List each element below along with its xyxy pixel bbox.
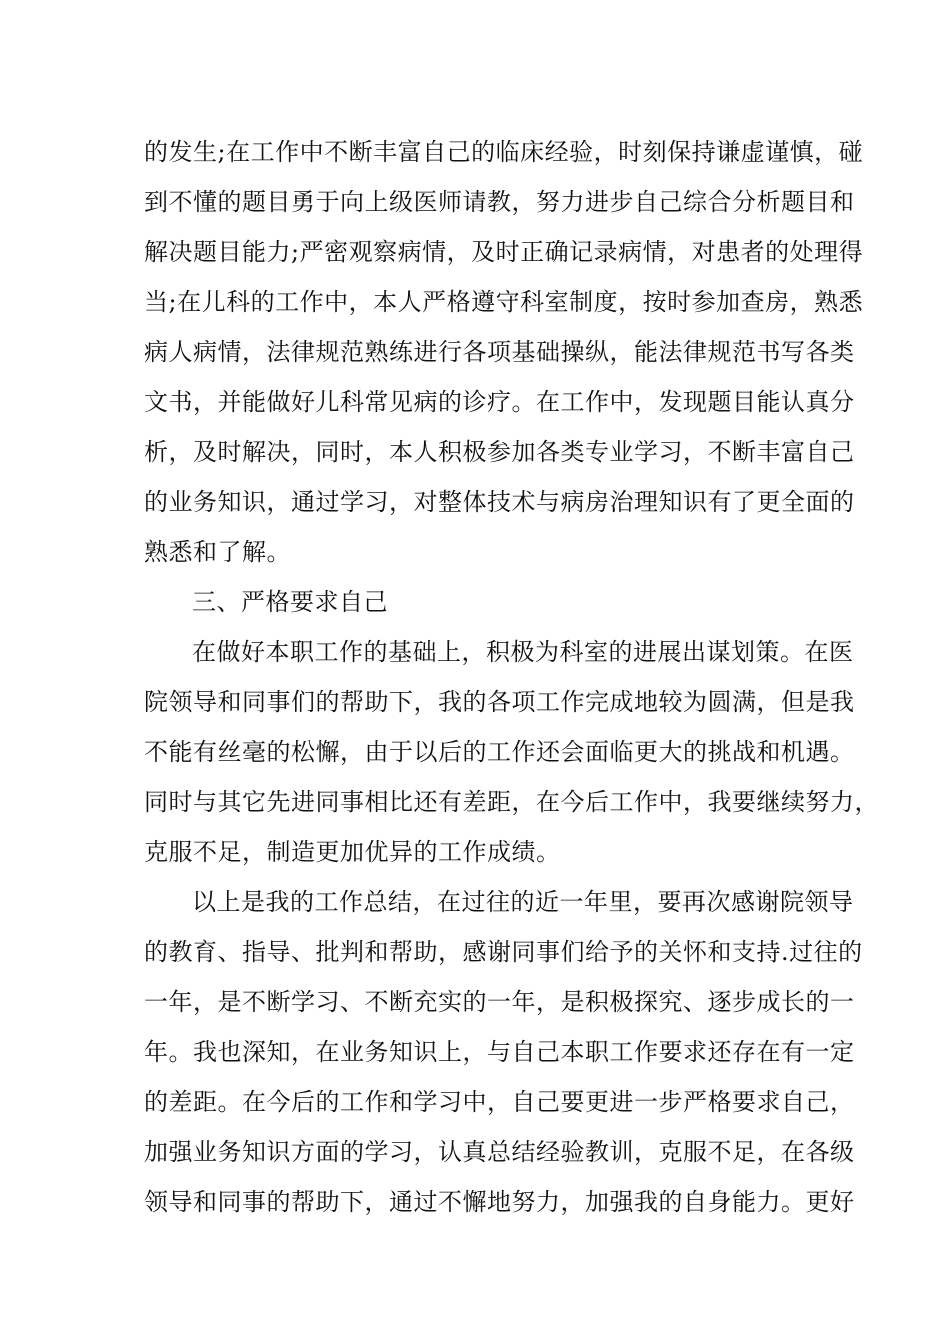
text-line: 析，及时解决，同时，本人积极参加各类专业学习，不断丰富自己 [144, 438, 855, 466]
text-line: 加强业务知识方面的学习，认真总结经验教训，克服不足，在各级 [144, 1138, 855, 1166]
text-line: 的发生;在工作中不断丰富自己的临床经验，时刻保持谦虚谨慎，碰 [144, 138, 864, 166]
text-line: 年。我也深知，在业务知识上，与自己本职工作要求还存在有一定 [144, 1038, 855, 1066]
text-line: 的业务知识，通过学习，对整体技术与病房治理知识有了更全面的 [144, 488, 855, 516]
text-line: 解决题目能力;严密观察病情，及时正确记录病情，对患者的处理得 [144, 238, 864, 266]
text-line: 同时与其它先进同事相比还有差距，在今后工作中，我要继续努力， [144, 788, 879, 816]
text-line: 到不懂的题目勇于向上级医师请教，努力进步自己综合分析题目和 [144, 188, 855, 216]
text-line: 文书，并能做好儿科常见病的诊疗。在工作中，发现题目能认真分 [144, 388, 855, 416]
text-line: 领导和同事的帮助下，通过不懈地努力，加强我的自身能力。更好 [144, 1188, 855, 1216]
text-line: 的差距。在今后的工作和学习中，自己要更进一步严格要求自己， [144, 1088, 855, 1116]
text-line: 克服不足，制造更加优异的工作成绩。 [144, 838, 561, 866]
text-line: 当;在儿科的工作中，本人严格遵守科室制度，按时参加查房，熟悉 [144, 288, 864, 316]
text-line: 一年，是不断学习、不断充实的一年，是积极探究、逐步成长的一 [144, 988, 855, 1016]
text-line: 不能有丝毫的松懈，由于以后的工作还会面临更大的挑战和机遇。 [144, 738, 855, 766]
text-line: 以上是我的工作总结，在过往的近一年里，要再次感谢院领导 [192, 888, 854, 916]
text-line: 的教育、指导、批判和帮助，感谢同事们给予的关怀和支持.过往的 [144, 938, 863, 966]
section-heading: 三、严格要求自己 [192, 588, 388, 616]
text-line: 病人病情，法律规范熟练进行各项基础操纵，能法律规范书写各类 [144, 338, 855, 366]
text-line: 熟悉和了解。 [144, 538, 291, 566]
text-line: 院领导和同事们的帮助下，我的各项工作完成地较为圆满，但是我 [144, 688, 855, 716]
text-line: 在做好本职工作的基础上，积极为科室的进展出谋划策。在医 [192, 638, 854, 666]
